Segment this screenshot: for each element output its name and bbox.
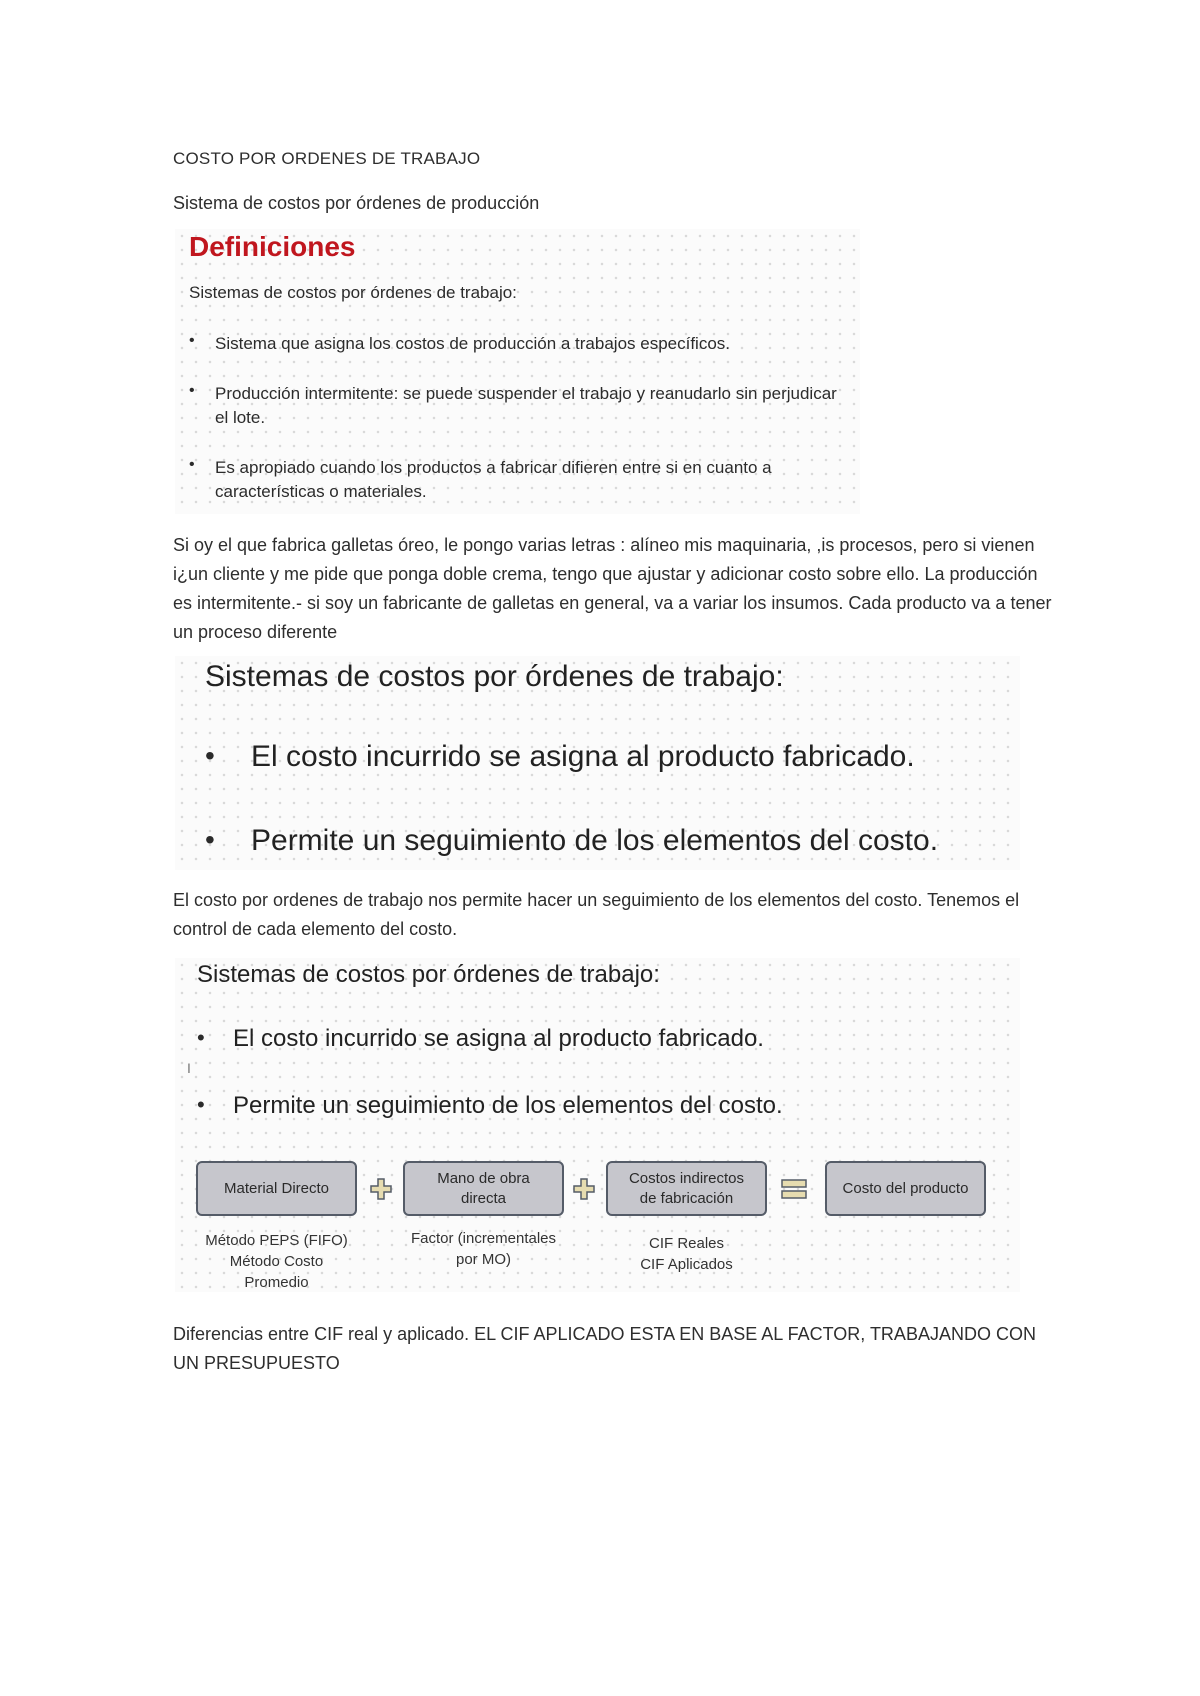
document-title: COSTO POR ORDENES DE TRABAJO: [173, 149, 481, 168]
paragraph-galletas: Si oy el que fabrica galletas óreo, le pongo varias letras : alíneo mis maquinaria, ,is procesos, pero si vienen i¿un cliente y me pide que ponga doble crema, tengo que ajustar y adicionar costo sobre ello. La producción es intermitente.- si soy un fabricante de galletas en general, va a variar los insumos. Cada producto va a tener un proceso diferente: [173, 535, 1052, 642]
text-cursor-icon: I: [187, 1060, 191, 1076]
definitions-bullet-text: Es apropiado cuando los productos a fabricar difieren entre si en cuanto a características o materiales.: [215, 458, 772, 501]
costo-producto-box: Costo del producto: [825, 1161, 986, 1216]
document-subtitle: Sistema de costos por órdenes de producción: [173, 193, 540, 213]
bullet-dot-icon: •: [205, 824, 215, 855]
definitions-bullet-item: [189, 456, 839, 504]
bullet-dot-icon: •: [197, 1092, 205, 1117]
slide2-heading: Sistemas de costos por órdenes de trabajo:: [205, 660, 784, 693]
bullet-dot-icon: •: [197, 1025, 205, 1050]
costos-indirectos-note: CIF Reales CIF Aplicados: [640, 1235, 733, 1273]
bullet-dot-icon: •: [189, 332, 195, 349]
equals-icon: [781, 1178, 807, 1200]
definitions-bullet-item: [189, 332, 839, 356]
slide2-bullet-item: [205, 824, 1005, 858]
bullet-dot-icon: •: [189, 382, 195, 399]
slide3-heading: Sistemas de costos por órdenes de trabajo:: [197, 961, 660, 988]
plus-icon: [370, 1178, 392, 1200]
definitions-heading: Definiciones: [189, 231, 356, 262]
cost-elements-slide-image: [175, 958, 1020, 1292]
slide2-bullet-item: [205, 740, 1005, 774]
slide2-bullet-text: El costo incurrido se asigna al producto fabricado.: [251, 740, 915, 773]
slide3-bullet-text: El costo incurrido se asigna al producto fabricado.: [233, 1025, 764, 1052]
slide3-bullet-item: [197, 1025, 997, 1053]
costing-system-slide-image: [175, 656, 1020, 870]
definitions-bullet-text: Producción intermitente: se puede suspender el trabajo y reanudarlo sin perjudicar el lote.: [215, 384, 837, 427]
mano-de-obra-box: Mano de obra directa: [403, 1161, 564, 1216]
mano-de-obra-note: Factor (incrementales por MO): [410, 1230, 557, 1268]
bullet-dot-icon: •: [189, 456, 195, 473]
material-directo-note: Método PEPS (FIFO) Método Costo Promedio: [205, 1232, 348, 1291]
material-directo-box: Material Directo: [196, 1161, 357, 1216]
costos-indirectos-box: Costos indirectos de fabricación: [606, 1161, 767, 1216]
definitions-bullet-text: Sistema que asigna los costos de producción a trabajos específicos.: [215, 334, 731, 353]
bullet-dot-icon: •: [205, 740, 215, 771]
definitions-intro: Sistemas de costos por órdenes de trabajo:: [189, 283, 517, 302]
paragraph-cif: Diferencias entre CIF real y aplicado. EL CIF APLICADO ESTA EN BASE AL FACTOR, TRABAJANDO CON UN PRESUPUESTO: [173, 1324, 1036, 1373]
slide2-bullet-text: Permite un seguimiento de los elementos del costo.: [251, 824, 939, 857]
paragraph-seguimiento: El costo por ordenes de trabajo nos permite hacer un seguimiento de los elementos del costo. Tenemos el control de cada elemento del costo.: [173, 890, 1020, 939]
definitions-slide-image: [175, 229, 860, 514]
plus-icon: [573, 1178, 595, 1200]
definitions-bullet-item: [189, 382, 839, 430]
slide3-bullet-text: Permite un seguimiento de los elementos del costo.: [233, 1092, 783, 1119]
slide3-bullet-item: [197, 1092, 997, 1120]
